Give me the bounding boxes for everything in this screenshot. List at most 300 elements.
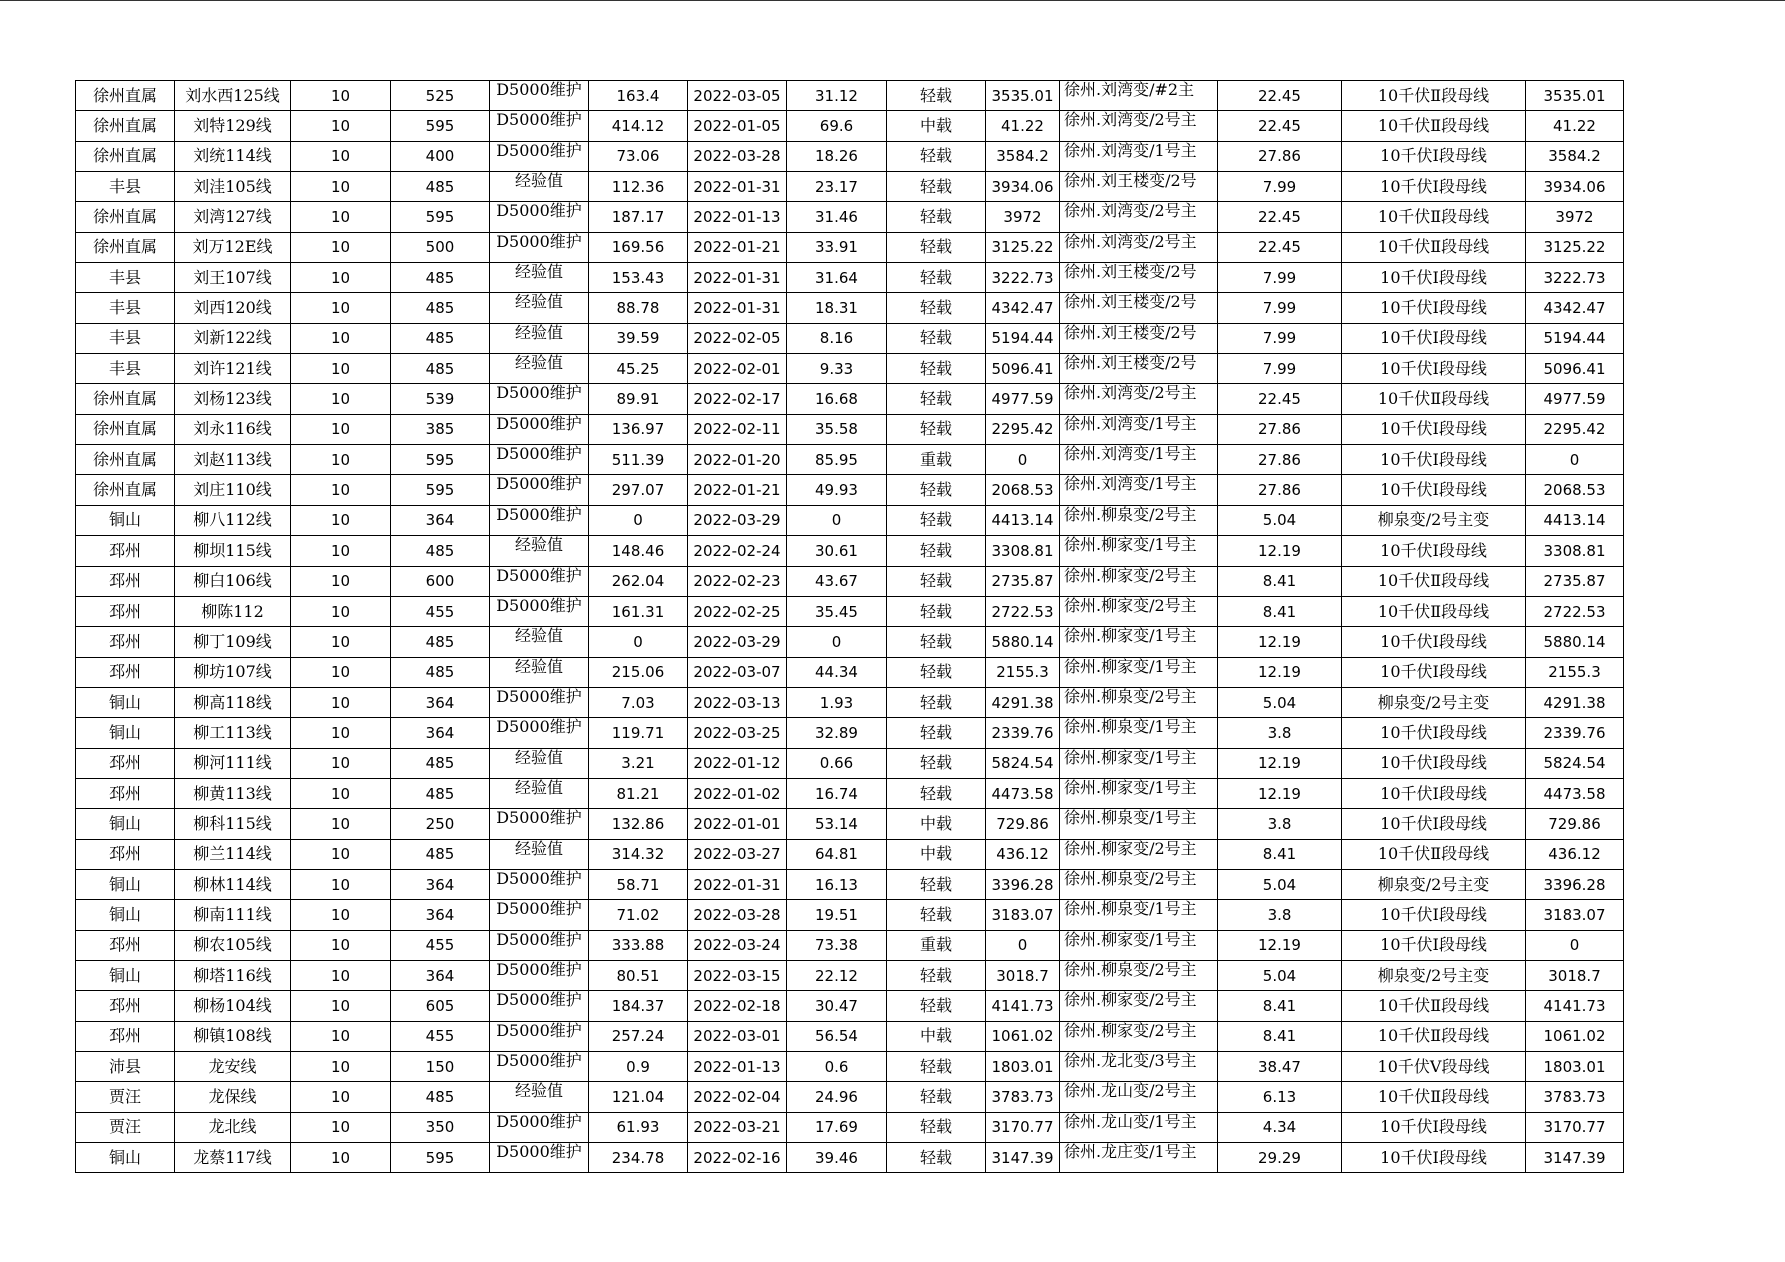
cell-available-capacity: 3125.22 (986, 232, 1060, 262)
cell-max-load: 121.04 (589, 1082, 688, 1112)
cell-max-load: 7.03 (589, 687, 688, 717)
cell-load-status: 轻载 (887, 1112, 986, 1142)
cell-available-capacity: 5096.41 (986, 354, 1060, 384)
table-row (76, 1143, 1624, 1173)
cell-substation-transformer: 徐州.龙山变/2号主 (1060, 1082, 1218, 1112)
cell-district: 邳州 (76, 596, 175, 626)
cell-transformer-load-rate: 7.99 (1218, 323, 1342, 353)
cell-available-capacity: 3972 (986, 202, 1060, 232)
cell-district: 丰县 (76, 263, 175, 293)
cell-voltage-kv: 10 (291, 475, 391, 505)
cell-transformer-load-rate: 12.19 (1218, 657, 1342, 687)
cell-line-name: 柳陈112 (175, 596, 291, 626)
cell-data-source: D5000维护 (490, 566, 589, 596)
cell-bus-section: 10千伏Ⅰ段母线 (1342, 778, 1526, 808)
cell-substation-transformer: 徐州.刘湾变/2号主 (1060, 384, 1218, 414)
cell-data-source: D5000维护 (490, 596, 589, 626)
cell-line-name: 柳南111线 (175, 900, 291, 930)
cell-line-name: 刘西120线 (175, 293, 291, 323)
cell-line-name: 刘统114线 (175, 141, 291, 171)
cell-line-name: 刘赵113线 (175, 445, 291, 475)
cell-available-capacity: 0 (986, 445, 1060, 475)
cell-available-capacity: 3222.73 (986, 263, 1060, 293)
cell-remaining-capacity: 5824.54 (1526, 748, 1624, 778)
table-row (76, 627, 1624, 657)
cell-remaining-capacity: 2722.53 (1526, 596, 1624, 626)
cell-load-rate: 69.6 (787, 111, 887, 141)
cell-transformer-load-rate: 8.41 (1218, 991, 1342, 1021)
cell-district: 铜山 (76, 869, 175, 899)
cell-voltage-kv: 10 (291, 809, 391, 839)
cell-district: 邳州 (76, 536, 175, 566)
cell-rated-capacity: 525 (391, 81, 490, 111)
cell-data-source: 经验值 (490, 263, 589, 293)
cell-max-load: 0.9 (589, 1052, 688, 1082)
cell-substation-transformer: 徐州.刘王楼变/2号 (1060, 354, 1218, 384)
cell-load-status: 轻载 (887, 81, 986, 111)
cell-bus-section: 10千伏Ⅰ段母线 (1342, 141, 1526, 171)
table-row (76, 141, 1624, 171)
table-row (76, 930, 1624, 960)
table-row (76, 839, 1624, 869)
cell-district: 徐州直属 (76, 414, 175, 444)
cell-district: 邳州 (76, 627, 175, 657)
cell-district: 邳州 (76, 930, 175, 960)
cell-load-status: 轻载 (887, 596, 986, 626)
table-row (76, 869, 1624, 899)
cell-line-name: 龙安线 (175, 1052, 291, 1082)
cell-max-load-date: 2022-01-13 (688, 202, 787, 232)
cell-voltage-kv: 10 (291, 1112, 391, 1142)
cell-max-load: 262.04 (589, 566, 688, 596)
cell-bus-section: 10千伏Ⅰ段母线 (1342, 1112, 1526, 1142)
cell-line-name: 刘永116线 (175, 414, 291, 444)
cell-remaining-capacity: 3147.39 (1526, 1143, 1624, 1173)
cell-max-load: 89.91 (589, 384, 688, 414)
cell-load-rate: 31.46 (787, 202, 887, 232)
cell-data-source: D5000维护 (490, 111, 589, 141)
cell-data-source: D5000维护 (490, 960, 589, 990)
cell-line-name: 龙北线 (175, 1112, 291, 1142)
cell-substation-transformer: 徐州.柳泉变/1号主 (1060, 900, 1218, 930)
cell-load-rate: 35.58 (787, 414, 887, 444)
cell-load-rate: 19.51 (787, 900, 887, 930)
table-row (76, 657, 1624, 687)
cell-line-name: 柳工113线 (175, 718, 291, 748)
cell-data-source: D5000维护 (490, 930, 589, 960)
table-row (76, 900, 1624, 930)
cell-max-load-date: 2022-02-11 (688, 414, 787, 444)
cell-bus-section: 柳泉变/2号主变 (1342, 687, 1526, 717)
cell-data-source: D5000维护 (490, 414, 589, 444)
cell-load-rate: 18.26 (787, 141, 887, 171)
cell-load-rate: 44.34 (787, 657, 887, 687)
table-row (76, 81, 1624, 111)
cell-load-status: 轻载 (887, 414, 986, 444)
cell-substation-transformer: 徐州.刘湾变/1号主 (1060, 414, 1218, 444)
cell-voltage-kv: 10 (291, 293, 391, 323)
cell-max-load: 61.93 (589, 1112, 688, 1142)
cell-available-capacity: 3308.81 (986, 536, 1060, 566)
cell-data-source: 经验值 (490, 657, 589, 687)
cell-remaining-capacity: 3396.28 (1526, 869, 1624, 899)
cell-substation-transformer: 徐州.柳泉变/2号主 (1060, 960, 1218, 990)
cell-rated-capacity: 595 (391, 445, 490, 475)
cell-remaining-capacity: 3783.73 (1526, 1082, 1624, 1112)
cell-transformer-load-rate: 12.19 (1218, 930, 1342, 960)
cell-available-capacity: 436.12 (986, 839, 1060, 869)
cell-district: 邳州 (76, 1021, 175, 1051)
cell-line-name: 刘特129线 (175, 111, 291, 141)
cell-load-rate: 53.14 (787, 809, 887, 839)
cell-max-load-date: 2022-03-29 (688, 505, 787, 535)
cell-remaining-capacity: 41.22 (1526, 111, 1624, 141)
cell-load-status: 轻载 (887, 960, 986, 990)
cell-load-rate: 9.33 (787, 354, 887, 384)
cell-bus-section: 10千伏Ⅰ段母线 (1342, 536, 1526, 566)
cell-available-capacity: 4473.58 (986, 778, 1060, 808)
cell-max-load-date: 2022-02-04 (688, 1082, 787, 1112)
cell-voltage-kv: 10 (291, 566, 391, 596)
cell-transformer-load-rate: 29.29 (1218, 1143, 1342, 1173)
cell-bus-section: 10千伏Ⅱ段母线 (1342, 596, 1526, 626)
cell-max-load: 169.56 (589, 232, 688, 262)
cell-substation-transformer: 徐州.柳家变/2号主 (1060, 1021, 1218, 1051)
cell-transformer-load-rate: 22.45 (1218, 111, 1342, 141)
cell-bus-section: 10千伏Ⅰ段母线 (1342, 900, 1526, 930)
cell-max-load: 3.21 (589, 748, 688, 778)
cell-transformer-load-rate: 8.41 (1218, 566, 1342, 596)
cell-max-load-date: 2022-02-23 (688, 566, 787, 596)
cell-rated-capacity: 364 (391, 687, 490, 717)
cell-transformer-load-rate: 27.86 (1218, 141, 1342, 171)
cell-substation-transformer: 徐州.柳泉变/2号主 (1060, 687, 1218, 717)
cell-available-capacity: 1061.02 (986, 1021, 1060, 1051)
table-row (76, 536, 1624, 566)
cell-bus-section: 10千伏Ⅰ段母线 (1342, 445, 1526, 475)
cell-remaining-capacity: 0 (1526, 445, 1624, 475)
cell-available-capacity: 2339.76 (986, 718, 1060, 748)
cell-available-capacity: 2735.87 (986, 566, 1060, 596)
cell-line-name: 刘杨123线 (175, 384, 291, 414)
cell-line-name: 柳塔116线 (175, 960, 291, 990)
cell-rated-capacity: 539 (391, 384, 490, 414)
cell-max-load: 136.97 (589, 414, 688, 444)
cell-max-load: 314.32 (589, 839, 688, 869)
cell-transformer-load-rate: 4.34 (1218, 1112, 1342, 1142)
cell-data-source: 经验值 (490, 293, 589, 323)
cell-transformer-load-rate: 12.19 (1218, 536, 1342, 566)
cell-max-load: 58.71 (589, 869, 688, 899)
cell-remaining-capacity: 3535.01 (1526, 81, 1624, 111)
cell-voltage-kv: 10 (291, 839, 391, 869)
cell-transformer-load-rate: 8.41 (1218, 596, 1342, 626)
cell-rated-capacity: 485 (391, 748, 490, 778)
cell-max-load-date: 2022-02-16 (688, 1143, 787, 1173)
cell-remaining-capacity: 729.86 (1526, 809, 1624, 839)
cell-max-load-date: 2022-02-05 (688, 323, 787, 353)
cell-rated-capacity: 364 (391, 718, 490, 748)
cell-transformer-load-rate: 3.8 (1218, 809, 1342, 839)
cell-max-load-date: 2022-03-05 (688, 81, 787, 111)
cell-transformer-load-rate: 27.86 (1218, 414, 1342, 444)
cell-available-capacity: 3396.28 (986, 869, 1060, 899)
cell-rated-capacity: 400 (391, 141, 490, 171)
cell-rated-capacity: 385 (391, 414, 490, 444)
cell-load-status: 中载 (887, 809, 986, 839)
cell-bus-section: 10千伏Ⅰ段母线 (1342, 657, 1526, 687)
cell-remaining-capacity: 4473.58 (1526, 778, 1624, 808)
cell-rated-capacity: 485 (391, 323, 490, 353)
page-top-rule (0, 0, 1785, 1)
cell-rated-capacity: 595 (391, 475, 490, 505)
cell-bus-section: 10千伏Ⅴ段母线 (1342, 1052, 1526, 1082)
cell-rated-capacity: 595 (391, 202, 490, 232)
cell-load-status: 轻载 (887, 1052, 986, 1082)
cell-bus-section: 10千伏Ⅱ段母线 (1342, 111, 1526, 141)
cell-available-capacity: 4141.73 (986, 991, 1060, 1021)
cell-substation-transformer: 徐州.柳家变/2号主 (1060, 991, 1218, 1021)
cell-max-load: 73.06 (589, 141, 688, 171)
cell-line-name: 刘新122线 (175, 323, 291, 353)
cell-rated-capacity: 500 (391, 232, 490, 262)
cell-rated-capacity: 455 (391, 930, 490, 960)
cell-transformer-load-rate: 7.99 (1218, 293, 1342, 323)
cell-remaining-capacity: 2068.53 (1526, 475, 1624, 505)
table-row (76, 596, 1624, 626)
cell-district: 徐州直属 (76, 111, 175, 141)
table-row (76, 323, 1624, 353)
cell-rated-capacity: 364 (391, 960, 490, 990)
cell-load-rate: 35.45 (787, 596, 887, 626)
cell-transformer-load-rate: 5.04 (1218, 687, 1342, 717)
cell-rated-capacity: 150 (391, 1052, 490, 1082)
cell-voltage-kv: 10 (291, 991, 391, 1021)
cell-bus-section: 10千伏Ⅰ段母线 (1342, 414, 1526, 444)
cell-bus-section: 10千伏Ⅰ段母线 (1342, 293, 1526, 323)
cell-district: 贾汪 (76, 1082, 175, 1112)
cell-load-status: 轻载 (887, 748, 986, 778)
cell-district: 邳州 (76, 657, 175, 687)
cell-max-load: 511.39 (589, 445, 688, 475)
cell-remaining-capacity: 5880.14 (1526, 627, 1624, 657)
cell-line-name: 柳八112线 (175, 505, 291, 535)
cell-available-capacity: 3535.01 (986, 81, 1060, 111)
cell-load-rate: 49.93 (787, 475, 887, 505)
cell-rated-capacity: 485 (391, 172, 490, 202)
cell-bus-section: 10千伏Ⅰ段母线 (1342, 354, 1526, 384)
cell-available-capacity: 0 (986, 930, 1060, 960)
cell-substation-transformer: 徐州.柳家变/1号主 (1060, 930, 1218, 960)
feeder-load-table (75, 80, 1624, 1173)
cell-load-rate: 0.66 (787, 748, 887, 778)
cell-district: 铜山 (76, 687, 175, 717)
cell-available-capacity: 4342.47 (986, 293, 1060, 323)
table-row (76, 111, 1624, 141)
cell-available-capacity: 2722.53 (986, 596, 1060, 626)
cell-bus-section: 柳泉变/2号主变 (1342, 960, 1526, 990)
cell-bus-section: 10千伏Ⅱ段母线 (1342, 81, 1526, 111)
cell-line-name: 刘王107线 (175, 263, 291, 293)
cell-line-name: 柳丁109线 (175, 627, 291, 657)
table-row (76, 202, 1624, 232)
cell-voltage-kv: 10 (291, 111, 391, 141)
cell-substation-transformer: 徐州.刘王楼变/2号 (1060, 323, 1218, 353)
cell-substation-transformer: 徐州.刘湾变/2号主 (1060, 111, 1218, 141)
cell-rated-capacity: 485 (391, 293, 490, 323)
cell-available-capacity: 3783.73 (986, 1082, 1060, 1112)
cell-transformer-load-rate: 8.41 (1218, 839, 1342, 869)
cell-rated-capacity: 364 (391, 900, 490, 930)
cell-load-status: 轻载 (887, 1143, 986, 1173)
cell-voltage-kv: 10 (291, 232, 391, 262)
cell-district: 徐州直属 (76, 202, 175, 232)
cell-voltage-kv: 10 (291, 778, 391, 808)
cell-district: 徐州直属 (76, 81, 175, 111)
cell-max-load-date: 2022-01-12 (688, 748, 787, 778)
cell-load-status: 轻载 (887, 172, 986, 202)
cell-bus-section: 10千伏Ⅰ段母线 (1342, 748, 1526, 778)
cell-load-status: 轻载 (887, 384, 986, 414)
cell-line-name: 柳杨104线 (175, 991, 291, 1021)
cell-load-rate: 24.96 (787, 1082, 887, 1112)
cell-voltage-kv: 10 (291, 202, 391, 232)
cell-district: 铜山 (76, 1143, 175, 1173)
cell-substation-transformer: 徐州.龙山变/1号主 (1060, 1112, 1218, 1142)
cell-line-name: 柳兰114线 (175, 839, 291, 869)
cell-data-source: D5000维护 (490, 991, 589, 1021)
cell-max-load-date: 2022-01-31 (688, 869, 787, 899)
cell-rated-capacity: 485 (391, 1082, 490, 1112)
cell-substation-transformer: 徐州.刘湾变/1号主 (1060, 475, 1218, 505)
cell-line-name: 柳坝115线 (175, 536, 291, 566)
cell-data-source: D5000维护 (490, 869, 589, 899)
cell-transformer-load-rate: 27.86 (1218, 445, 1342, 475)
cell-district: 丰县 (76, 323, 175, 353)
cell-substation-transformer: 徐州.刘王楼变/2号 (1060, 172, 1218, 202)
cell-bus-section: 10千伏Ⅰ段母线 (1342, 263, 1526, 293)
cell-rated-capacity: 485 (391, 627, 490, 657)
cell-bus-section: 10千伏Ⅰ段母线 (1342, 475, 1526, 505)
cell-remaining-capacity: 4977.59 (1526, 384, 1624, 414)
cell-remaining-capacity: 3308.81 (1526, 536, 1624, 566)
cell-line-name: 刘庄110线 (175, 475, 291, 505)
cell-max-load-date: 2022-01-21 (688, 232, 787, 262)
cell-substation-transformer: 徐州.柳家变/1号主 (1060, 748, 1218, 778)
cell-max-load: 148.46 (589, 536, 688, 566)
cell-load-rate: 8.16 (787, 323, 887, 353)
cell-load-status: 轻载 (887, 536, 986, 566)
cell-transformer-load-rate: 7.99 (1218, 263, 1342, 293)
table-row (76, 505, 1624, 535)
cell-remaining-capacity: 4342.47 (1526, 293, 1624, 323)
cell-remaining-capacity: 4141.73 (1526, 991, 1624, 1021)
cell-available-capacity: 5880.14 (986, 627, 1060, 657)
cell-data-source: 经验值 (490, 1082, 589, 1112)
cell-load-status: 轻载 (887, 718, 986, 748)
cell-remaining-capacity: 3972 (1526, 202, 1624, 232)
cell-load-status: 中载 (887, 1021, 986, 1051)
cell-available-capacity: 4291.38 (986, 687, 1060, 717)
cell-load-status: 轻载 (887, 141, 986, 171)
cell-substation-transformer: 徐州.柳家变/1号主 (1060, 657, 1218, 687)
cell-line-name: 柳农105线 (175, 930, 291, 960)
cell-rated-capacity: 485 (391, 839, 490, 869)
cell-bus-section: 10千伏Ⅱ段母线 (1342, 202, 1526, 232)
cell-max-load-date: 2022-03-21 (688, 1112, 787, 1142)
cell-max-load-date: 2022-03-27 (688, 839, 787, 869)
cell-load-rate: 73.38 (787, 930, 887, 960)
cell-transformer-load-rate: 12.19 (1218, 627, 1342, 657)
cell-remaining-capacity: 1803.01 (1526, 1052, 1624, 1082)
cell-load-rate: 30.61 (787, 536, 887, 566)
cell-district: 徐州直属 (76, 475, 175, 505)
cell-transformer-load-rate: 22.45 (1218, 81, 1342, 111)
cell-voltage-kv: 10 (291, 657, 391, 687)
cell-voltage-kv: 10 (291, 687, 391, 717)
cell-transformer-load-rate: 12.19 (1218, 778, 1342, 808)
cell-voltage-kv: 10 (291, 1021, 391, 1051)
cell-voltage-kv: 10 (291, 81, 391, 111)
table-row (76, 748, 1624, 778)
cell-max-load: 215.06 (589, 657, 688, 687)
cell-load-rate: 39.46 (787, 1143, 887, 1173)
cell-load-status: 中载 (887, 839, 986, 869)
cell-available-capacity: 2295.42 (986, 414, 1060, 444)
cell-transformer-load-rate: 7.99 (1218, 354, 1342, 384)
table-row (76, 1112, 1624, 1142)
cell-available-capacity: 4977.59 (986, 384, 1060, 414)
cell-remaining-capacity: 1061.02 (1526, 1021, 1624, 1051)
cell-voltage-kv: 10 (291, 172, 391, 202)
cell-substation-transformer: 徐州.柳家变/2号主 (1060, 596, 1218, 626)
cell-rated-capacity: 455 (391, 1021, 490, 1051)
cell-load-rate: 22.12 (787, 960, 887, 990)
cell-data-source: D5000维护 (490, 687, 589, 717)
cell-max-load-date: 2022-03-13 (688, 687, 787, 717)
cell-substation-transformer: 徐州.柳家变/1号主 (1060, 627, 1218, 657)
cell-district: 邳州 (76, 778, 175, 808)
cell-max-load-date: 2022-03-25 (688, 718, 787, 748)
table-row (76, 293, 1624, 323)
cell-rated-capacity: 350 (391, 1112, 490, 1142)
cell-data-source: D5000维护 (490, 505, 589, 535)
cell-load-rate: 31.12 (787, 81, 887, 111)
cell-data-source: D5000维护 (490, 202, 589, 232)
cell-rated-capacity: 485 (391, 657, 490, 687)
cell-remaining-capacity: 5096.41 (1526, 354, 1624, 384)
cell-available-capacity: 2068.53 (986, 475, 1060, 505)
table-row (76, 414, 1624, 444)
cell-max-load-date: 2022-02-25 (688, 596, 787, 626)
cell-substation-transformer: 徐州.柳泉变/2号主 (1060, 505, 1218, 535)
cell-district: 徐州直属 (76, 232, 175, 262)
cell-bus-section: 10千伏Ⅰ段母线 (1342, 718, 1526, 748)
cell-data-source: D5000维护 (490, 141, 589, 171)
cell-load-status: 轻载 (887, 687, 986, 717)
cell-available-capacity: 3183.07 (986, 900, 1060, 930)
cell-max-load: 163.4 (589, 81, 688, 111)
cell-load-rate: 30.47 (787, 991, 887, 1021)
cell-load-rate: 0.6 (787, 1052, 887, 1082)
cell-load-status: 轻载 (887, 657, 986, 687)
cell-transformer-load-rate: 5.04 (1218, 505, 1342, 535)
cell-load-rate: 16.68 (787, 384, 887, 414)
cell-remaining-capacity: 3584.2 (1526, 141, 1624, 171)
cell-load-status: 轻载 (887, 778, 986, 808)
cell-substation-transformer: 徐州.刘王楼变/2号 (1060, 293, 1218, 323)
cell-substation-transformer: 徐州.柳家变/1号主 (1060, 778, 1218, 808)
